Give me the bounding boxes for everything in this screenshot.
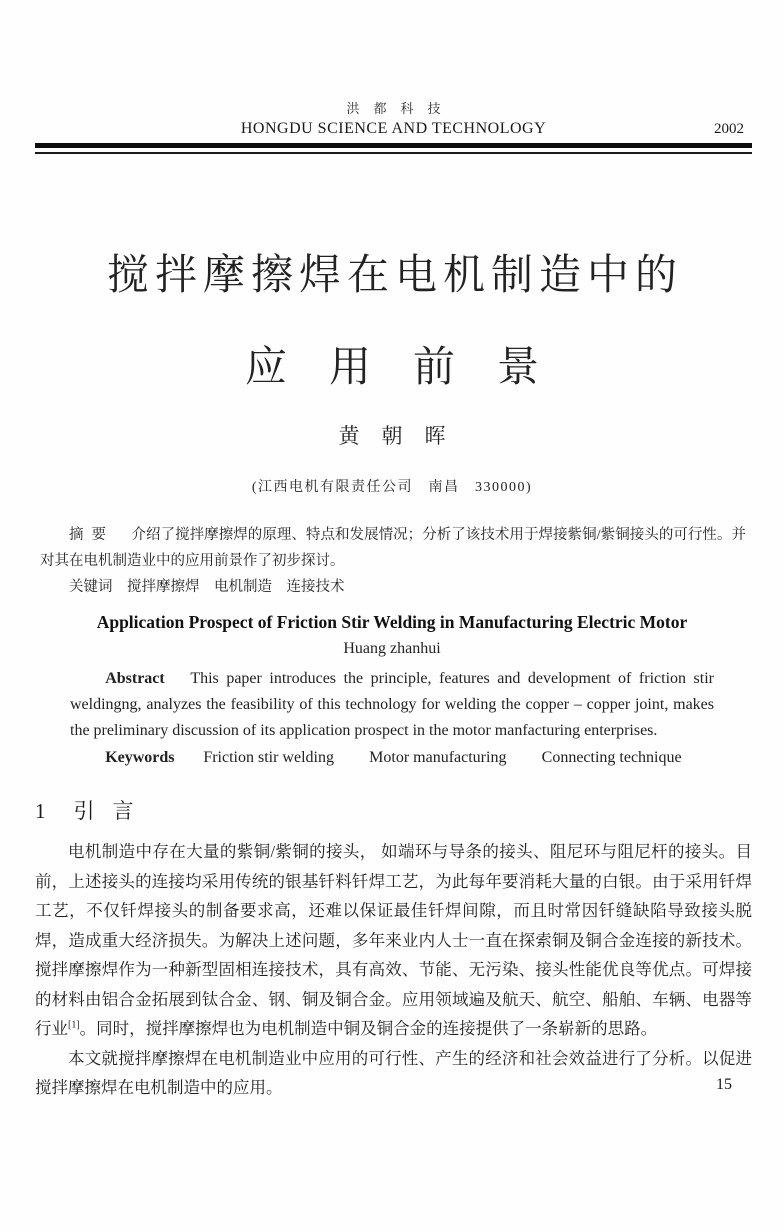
journal-name-row bbox=[35, 120, 752, 138]
author-affiliation: (江西电机有限责任公司 南昌 330000) bbox=[251, 480, 533, 495]
keywords-cn bbox=[40, 574, 746, 600]
article-title-en: Application Prospect of Friction Stir Welding in Manufacturing Electric Motor bbox=[96, 612, 688, 632]
paragraph bbox=[35, 837, 752, 1044]
keywords-en bbox=[70, 745, 714, 771]
abstract-en-text: This paper introduces the principle, features and development of friction stir weldingng, analyzes the feasibility of this technology for welding the copper – copper joint, makes the preliminary discussion of its application prospect in the motor manfacturing enterprises. bbox=[70, 670, 714, 739]
author-name-cn: 黄朝晖 bbox=[338, 424, 468, 448]
article-title-line2: 应用前景 bbox=[244, 345, 581, 391]
paragraph-text: 。同时，搅拌摩擦焊也为电机制造中铜及铜合金的连接提供了一条崭新的思路。 bbox=[79, 1019, 658, 1038]
abstract-en bbox=[70, 666, 714, 744]
section-title: 引言 bbox=[73, 799, 152, 823]
section-heading bbox=[35, 795, 752, 825]
abstract-cn-label: 摘要 bbox=[69, 527, 115, 543]
keyword-cn: 电机制造 bbox=[214, 579, 272, 595]
keyword-cn: 搅拌摩擦焊 bbox=[127, 579, 200, 595]
keywords-cn-label: 关键词 bbox=[69, 579, 113, 595]
keyword-en: Connecting technique bbox=[541, 749, 682, 766]
journal-name-en: HONGDU SCIENCE AND TECHNOLOGY bbox=[240, 120, 547, 137]
abstract-cn bbox=[40, 522, 746, 574]
journal-name-cn: 洪都科技 bbox=[346, 101, 455, 116]
abstract-en-label: Abstract bbox=[105, 670, 165, 687]
section-body bbox=[35, 837, 752, 1103]
header-rule-thick bbox=[35, 143, 752, 148]
header-rule-thin bbox=[35, 152, 752, 154]
keywords-en-label: Keywords bbox=[105, 749, 175, 766]
keyword-en: Motor manufacturing bbox=[369, 749, 507, 766]
keyword-en: Friction stir welding bbox=[203, 749, 334, 766]
journal-year: 2002 bbox=[714, 121, 744, 137]
page-number: 15 bbox=[716, 1076, 732, 1093]
keyword-cn: 连接技术 bbox=[286, 579, 345, 595]
paragraph: 本文就搅拌摩擦焊在电机制造业中应用的可行性、产生的经济和社会效益进行了分析。以促进搅拌摩擦焊在电机制造中的应用。 bbox=[35, 1048, 752, 1097]
paragraph-text: 电机制造中存在大量的紫铜/紫铜的接头， 如端环与导条的接头、阻尼环与阻尼杆的接头。目前，上述接头的连接均采用传统的银基钎料钎焊工艺，为此每年要消耗大量的白银。由于采用钎焊工艺，不仅钎焊接头的制备要求高，还难以保证最佳钎焊间隙，而且时常因钎缝缺陷导致接头脱焊，造成重大经济损失。为解决上述问题，多年来业内人士一直在探索铜及铜合金连接的新技术。搅拌摩擦焊作为一种新型固相连接技术，具有高效、节能、无污染、接头性能优良等优点。可焊接的材料由铝合金拓展到钛合金、钢、铜及铜合金。应用领域遍及航天、航空、船舶、车辆、电器等行业 bbox=[35, 842, 752, 1038]
citation-ref: [1] bbox=[68, 1019, 80, 1031]
author-name-en: Huang zhanhui bbox=[343, 640, 441, 657]
section-number: 1 bbox=[35, 799, 46, 823]
article-title-line1: 搅拌摩擦焊在电机制造中的 bbox=[106, 253, 683, 299]
abstract-cn-text: 介绍了搅拌摩擦焊的原理、特点和发展情况；分析了该技术用于焊接紫铜/紫铜接头的可行性。并对其在电机制造业中的应用前景作了初步探讨。 bbox=[40, 527, 747, 569]
journal-header bbox=[35, 0, 752, 154]
